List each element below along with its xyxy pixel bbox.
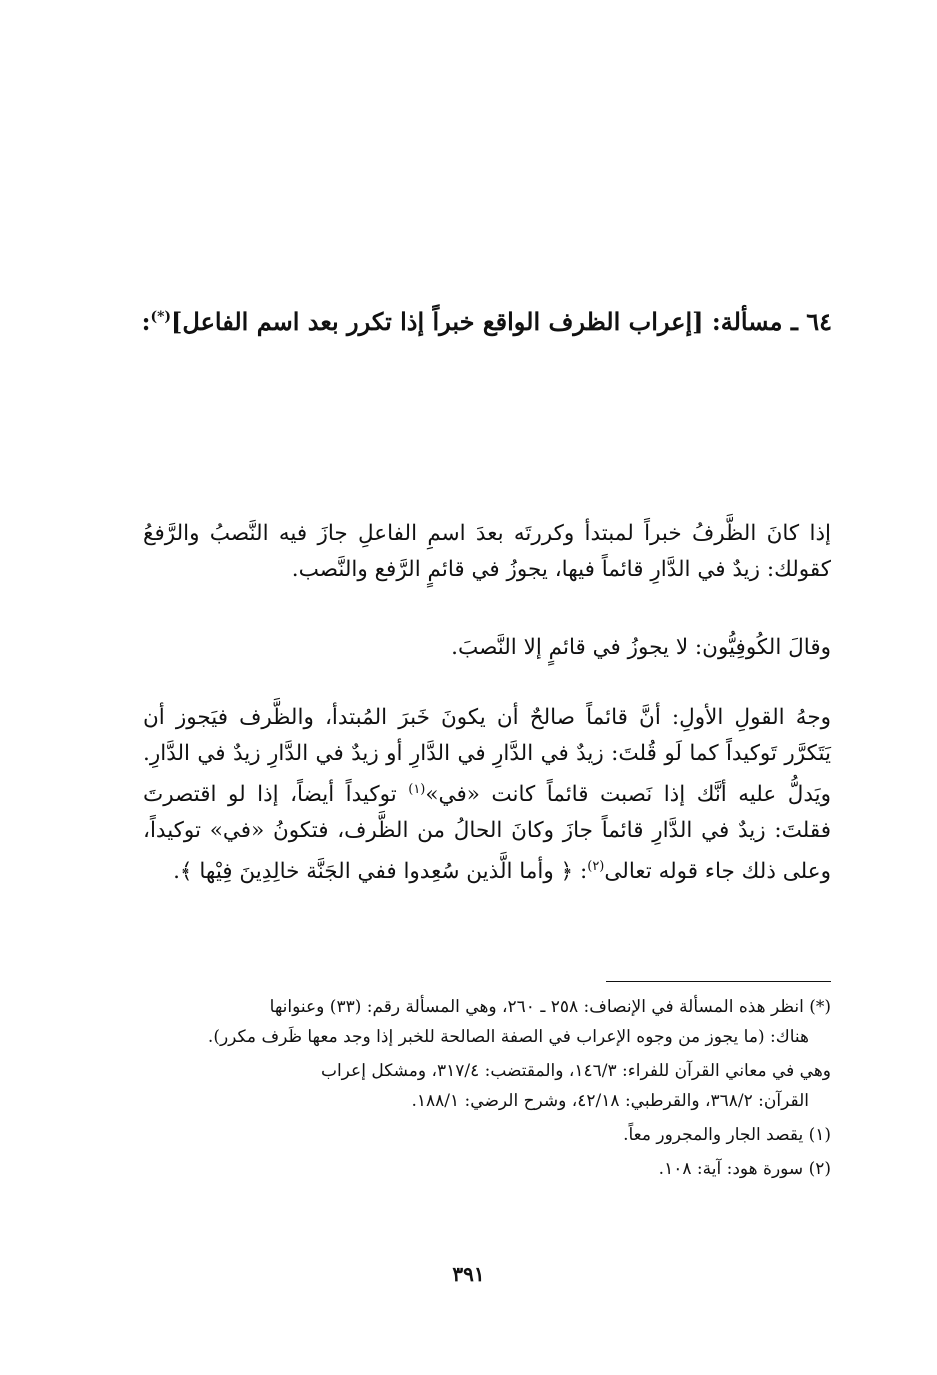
- page-number: ٣٩١: [452, 1262, 485, 1286]
- footnote-star-line-1: (*) انظر هذه المسألة في الإنصاف: ٢٥٨ ـ ٢٦٠، وهي المسألة رقم: (٣٣) وعنوانها: [269, 997, 831, 1017]
- heading-colon: :: [141, 307, 151, 336]
- footnote-2: (٢) سورة هود: آية: ١٠٨.: [658, 1159, 831, 1179]
- paragraph-3-part-3: : ﴿ وأما الَّذين سُعِدوا ففي الجَنَّة خالِدِينَ فِيْها ﴾.: [173, 858, 588, 884]
- footnote-separator: [606, 981, 831, 982]
- footnote-refs-line-1: وهي في معاني القرآن للفراء: ١٤٦/٣، والمقتضب: ٣١٧/٤، ومشكل إعراب: [320, 1061, 831, 1081]
- footnote-ref-2: (٢): [587, 858, 605, 874]
- footnote-star-line-2: هناك: (ما يجوز من وجوه الإعراب في الصفة الصالحة للخبر إذا وجد معها ظَرف مكرر).: [207, 1027, 809, 1047]
- paragraph-2: وقالَ الكُوفِيُّون: لا يجوزُ في قائمٍ إلا النَّصبَ.: [451, 634, 831, 660]
- section-heading: [112, 300, 832, 339]
- footnote-1: (١) يقصد الجار والمجرور معاً.: [623, 1125, 831, 1145]
- footnote-star-continued: [141, 1056, 831, 1116]
- section-number: ٦٤ ـ مسألة:: [711, 307, 832, 336]
- heading-footnote-marker: (*): [150, 309, 172, 325]
- paragraph-3-part-2: توكيداً أيضاً، إذا لو اقتصرتَ فقلتَ: زيدٌ في الدَّارِ قائماً جازَ وكانَ الحالُ من الظَّرف، فتكونُ «في» توكيداً، وعلى ذلك جاء قوله تعالى: [143, 781, 831, 884]
- section-title: [إعراب الظرف الواقع خبراً إذا تكرر بعد اسم الفاعل]: [171, 307, 704, 336]
- paragraph-3: [143, 700, 831, 890]
- footnotes: [141, 992, 831, 1188]
- paragraph-1: إذا كانَ الظَّرفُ خبراً لمبتدأ وكررتَه بعدَ اسمِ الفاعلِ جازَ فيه النَّصبُ والرَّفعُ كقولك: زيدٌ في الدَّارِ قائماً فيها، يجوزُ في قائمٍ الرَّفع والنَّصب.: [143, 520, 831, 582]
- footnote-refs-line-2: القرآن: ٣٦٨/٢، والقرطبي: ٤٢/١٨، وشرح الرضي: ١٨٨/١.: [411, 1091, 809, 1111]
- footnote-star: [141, 992, 831, 1052]
- paragraph-3-part-1: وجهُ القولِ الأولِ: أنَّ قائماً صالحٌ أن يكونَ خَبرَ المُبتدأ، والظَّرف فيَجوز أن يَتَكرَّر تَوكيداً كما لَو قُلتَ: زيدٌ في الدَّارِ في الدَّارِ أو زيدٌ في الدَّارِ زيدٌ في الدَّارِ. ويَدلُّ عليه أنَّك إذا نَصبت قائماً كانت «في»: [143, 704, 831, 807]
- footnote-ref-1: (١): [408, 781, 426, 797]
